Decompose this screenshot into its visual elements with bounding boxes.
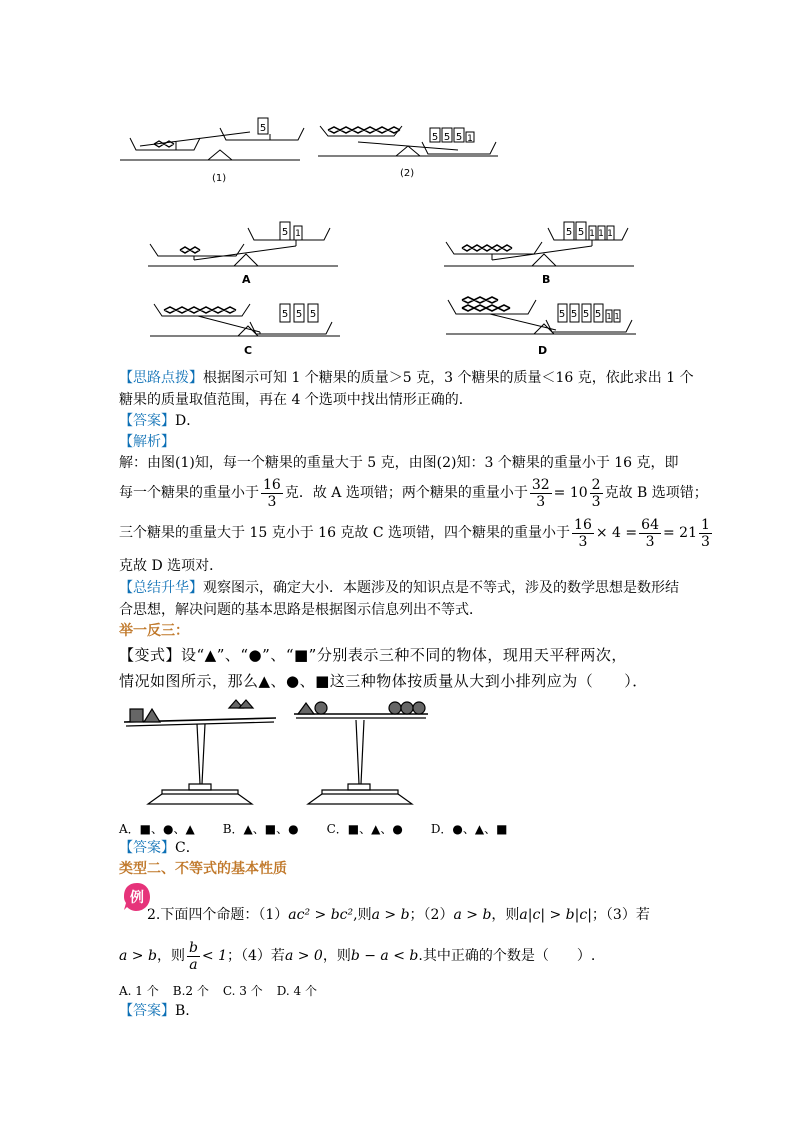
balance-figure-1 [120,104,310,184]
weight-label: 5 [281,309,289,320]
analysis-tag: 【解析】 [119,434,175,450]
fraction: $\frac{1}{3}$ [700,516,710,550]
square-shape [130,709,143,722]
answer-value: B. [175,1003,190,1019]
answer-tag: 【答案】 [119,840,175,856]
weight-label: 5 [309,309,317,320]
weight-label: 5 [455,132,463,143]
example-text: ；（2） [409,907,454,923]
math: a > 0 [284,948,323,964]
answer-value: D． [175,413,201,429]
option-d: D．●、▲、■ [430,822,508,836]
weight-label: 5 [558,309,566,320]
example-line-2 [119,936,595,976]
analysis-line-3 [119,514,714,552]
analysis-line-1 [119,452,679,474]
shape-balance-1 [122,694,282,810]
option-label: D [538,344,548,357]
analysis-text: 解：由图(1)知，每一个糖果的重量大于 5 克，由图(2)知：3 个糖果的重量小于 16 克，即 [119,455,679,471]
analysis-text: 克故 D 选项对． [119,558,224,574]
triangle-shape [239,700,253,708]
summary-text: 观察图示，确定大小．本题涉及的知识点是不等式，涉及的数学思想是数形结 [203,580,679,596]
analysis-text: 三个糖果的重量大于 15 克小于 16 克故 C 选项错，四个糖果的重量小于 [119,525,571,541]
weight-label: 5 [594,309,602,320]
example-text: .其中正确的个数是（ ）. [418,948,596,964]
figure-label: (1) [212,173,227,184]
option-a: A．■、●、▲ [119,822,195,836]
fraction: $\frac{b}{a}$ [188,939,198,973]
analysis-text: 每一个糖果的重量小于 [119,485,259,501]
math: a > b [371,907,410,923]
balance-option-a [148,208,348,288]
fraction: $\frac{16}{3}$ [263,476,281,510]
badge-label: 例 [130,890,144,906]
circle-shape [413,702,425,714]
answer-3 [119,1000,190,1022]
analysis-heading [119,431,175,453]
balance-figure-2 [318,104,508,184]
variant-line-1 [119,644,627,666]
analysis-line-2 [119,474,708,512]
math: ac² > bc² [288,907,354,923]
option-d: D. 4 个 [276,984,317,998]
example-text: 下面四个命题：（1） [160,907,289,923]
weight-label: 1 [607,229,613,239]
option-label: C [244,344,253,357]
options-row-2 [119,980,331,1002]
weight-label: 1 [606,312,612,321]
example-text: ；（4）若 [227,948,285,964]
weight-label: 5 [431,132,439,143]
variant-text: 设“▲”、“●”、“■”分别表示三种不同的物体，现用天平秤两次， [181,646,627,664]
option-a: A. 1 个 [119,984,159,998]
equation-text: × 4 = [595,525,638,541]
weight-label: 5 [577,227,585,238]
figure-label: (2) [400,168,415,179]
option-b: B.2 个 [172,984,209,998]
balance-option-c [150,292,350,362]
answer-tag: 【答案】 [119,413,175,429]
option-b: B．▲、■、● [222,822,299,836]
summary-line-2 [119,599,483,621]
answer-value: C． [175,840,200,856]
variant-text: 情况如图所示，那么▲、●、■这三种物体按质量从大到小排列应为（ ）． [119,672,648,690]
weight-label: 5 [565,227,573,238]
option-c: C. 3 个 [222,984,263,998]
equation-text: = 10 [553,485,588,501]
analysis-text: 克故 B 选项错； [604,485,708,501]
fraction: $\frac{16}{3}$ [574,516,592,550]
equation-text: = 21 [662,525,697,541]
hint-text: 糖果的质量取值范围，再在 4 个选项中找出情形正确的． [119,392,473,408]
hint-tag: 【思路点拨】 [119,370,203,386]
math: a|c| > b|c| [519,907,592,923]
answer-tag: 【答案】 [119,1003,175,1019]
circle-shape [389,702,401,714]
math: a > b [119,948,157,964]
circle-shape [315,702,327,714]
analysis-text: 克．故 A 选项错；两个糖果的重量小于 [284,485,528,501]
variant-tag: 【变式】 [119,646,182,664]
example-number: 2. [147,907,161,923]
fraction: $\frac{2}{3}$ [591,476,601,510]
hint-text: 根据图示可知 1 个糖果的质量＞5 克，3 个糖果的质量＜16 克，依此求出 1 个 [203,370,694,386]
example-text: ，则 [156,948,185,964]
answer-1 [119,410,200,432]
example-text: ，则 [491,907,520,923]
option-c: C．■、▲、● [326,822,403,836]
math: b − a < b [350,948,419,964]
triangle-shape [144,709,160,722]
weight-label: 1 [598,229,604,239]
summary-text: 合思想，解决问题的基本思路是根据图示信息列出不等式． [119,602,483,618]
summary-line-1 [119,577,679,599]
example-text: ；（3）若 [591,907,650,923]
weight-label: 1 [614,312,620,321]
weight-label: 5 [295,309,303,320]
weight-label: 5 [570,309,578,320]
circle-shape [401,702,413,714]
example-text: ，则 [322,948,351,964]
hint-line-1 [119,367,694,389]
math: < 1 [201,948,228,964]
weight-label: 1 [295,229,301,239]
section-heading: 类型二、不等式的基本性质 [119,861,287,877]
balance-option-b [444,208,644,288]
hint-line-2 [119,389,473,411]
weight-label: 5 [281,227,289,238]
example-text: ,则 [353,907,372,923]
weight-label: 1 [467,134,473,144]
option-label: A [242,273,251,286]
weight-label: 5 [259,123,267,134]
analysis-line-4 [119,555,223,577]
triangle-shape [298,703,314,714]
balance-option-d [446,288,646,362]
weight-label: 5 [582,309,590,320]
example-line-1 [147,904,650,926]
summary-tag: 【总结升华】 [119,580,203,596]
option-label: B [542,273,551,286]
shape-balance-2 [290,694,440,810]
fraction: $\frac{32}{3}$ [531,476,550,510]
math: a > b [453,907,492,923]
answer-2 [119,837,200,859]
fraction: $\frac{64}{3}$ [641,516,659,550]
weight-label: 1 [589,229,595,239]
variant-line-2 [119,670,648,692]
weight-label: 5 [443,132,451,143]
variant-heading: 举一反三： [119,623,189,639]
